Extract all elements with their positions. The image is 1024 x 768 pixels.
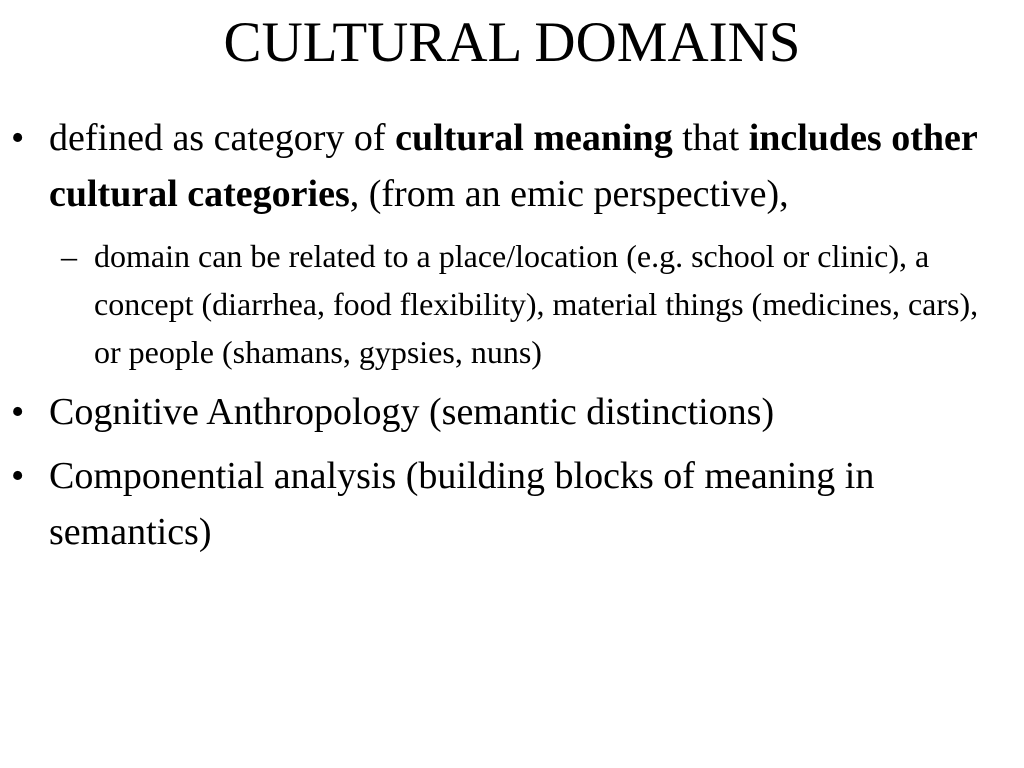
bullet-item-2 bbox=[0, 384, 1024, 440]
bullet-text: Cognitive Anthropology (semantic distinctions) bbox=[49, 391, 775, 433]
bullet-text-segment: that bbox=[672, 117, 749, 159]
bullet-text-bold-segment: cultural meaning bbox=[395, 117, 673, 159]
sub-bullet-marker: – bbox=[61, 238, 77, 274]
slide-title: CULTURAL DOMAINS bbox=[223, 11, 801, 74]
bullet-marker: • bbox=[11, 455, 25, 497]
bullet-text: Componential analysis (building blocks of meaning in semantics) bbox=[49, 455, 875, 553]
bullet-text-segment: defined as category of bbox=[49, 117, 396, 159]
bullet-text-segment: , (from an emic perspective), bbox=[349, 173, 789, 215]
bullet-item-1 bbox=[0, 110, 1024, 222]
bullet-marker: • bbox=[11, 391, 25, 433]
bullet-item-3 bbox=[0, 448, 1024, 560]
slide-content bbox=[0, 110, 1024, 560]
sub-bullet-text: domain can be related to a place/location (e.g. school or clinic), a concept (diarrhea, food flexibility), material things (medicines, cars), or people (shamans, gypsies, nuns) bbox=[94, 238, 979, 370]
bullet-text-bold-segment: includes other cultural categories bbox=[49, 117, 978, 215]
bullet-marker: • bbox=[11, 117, 25, 159]
sub-bullet-item-1 bbox=[0, 232, 1024, 376]
